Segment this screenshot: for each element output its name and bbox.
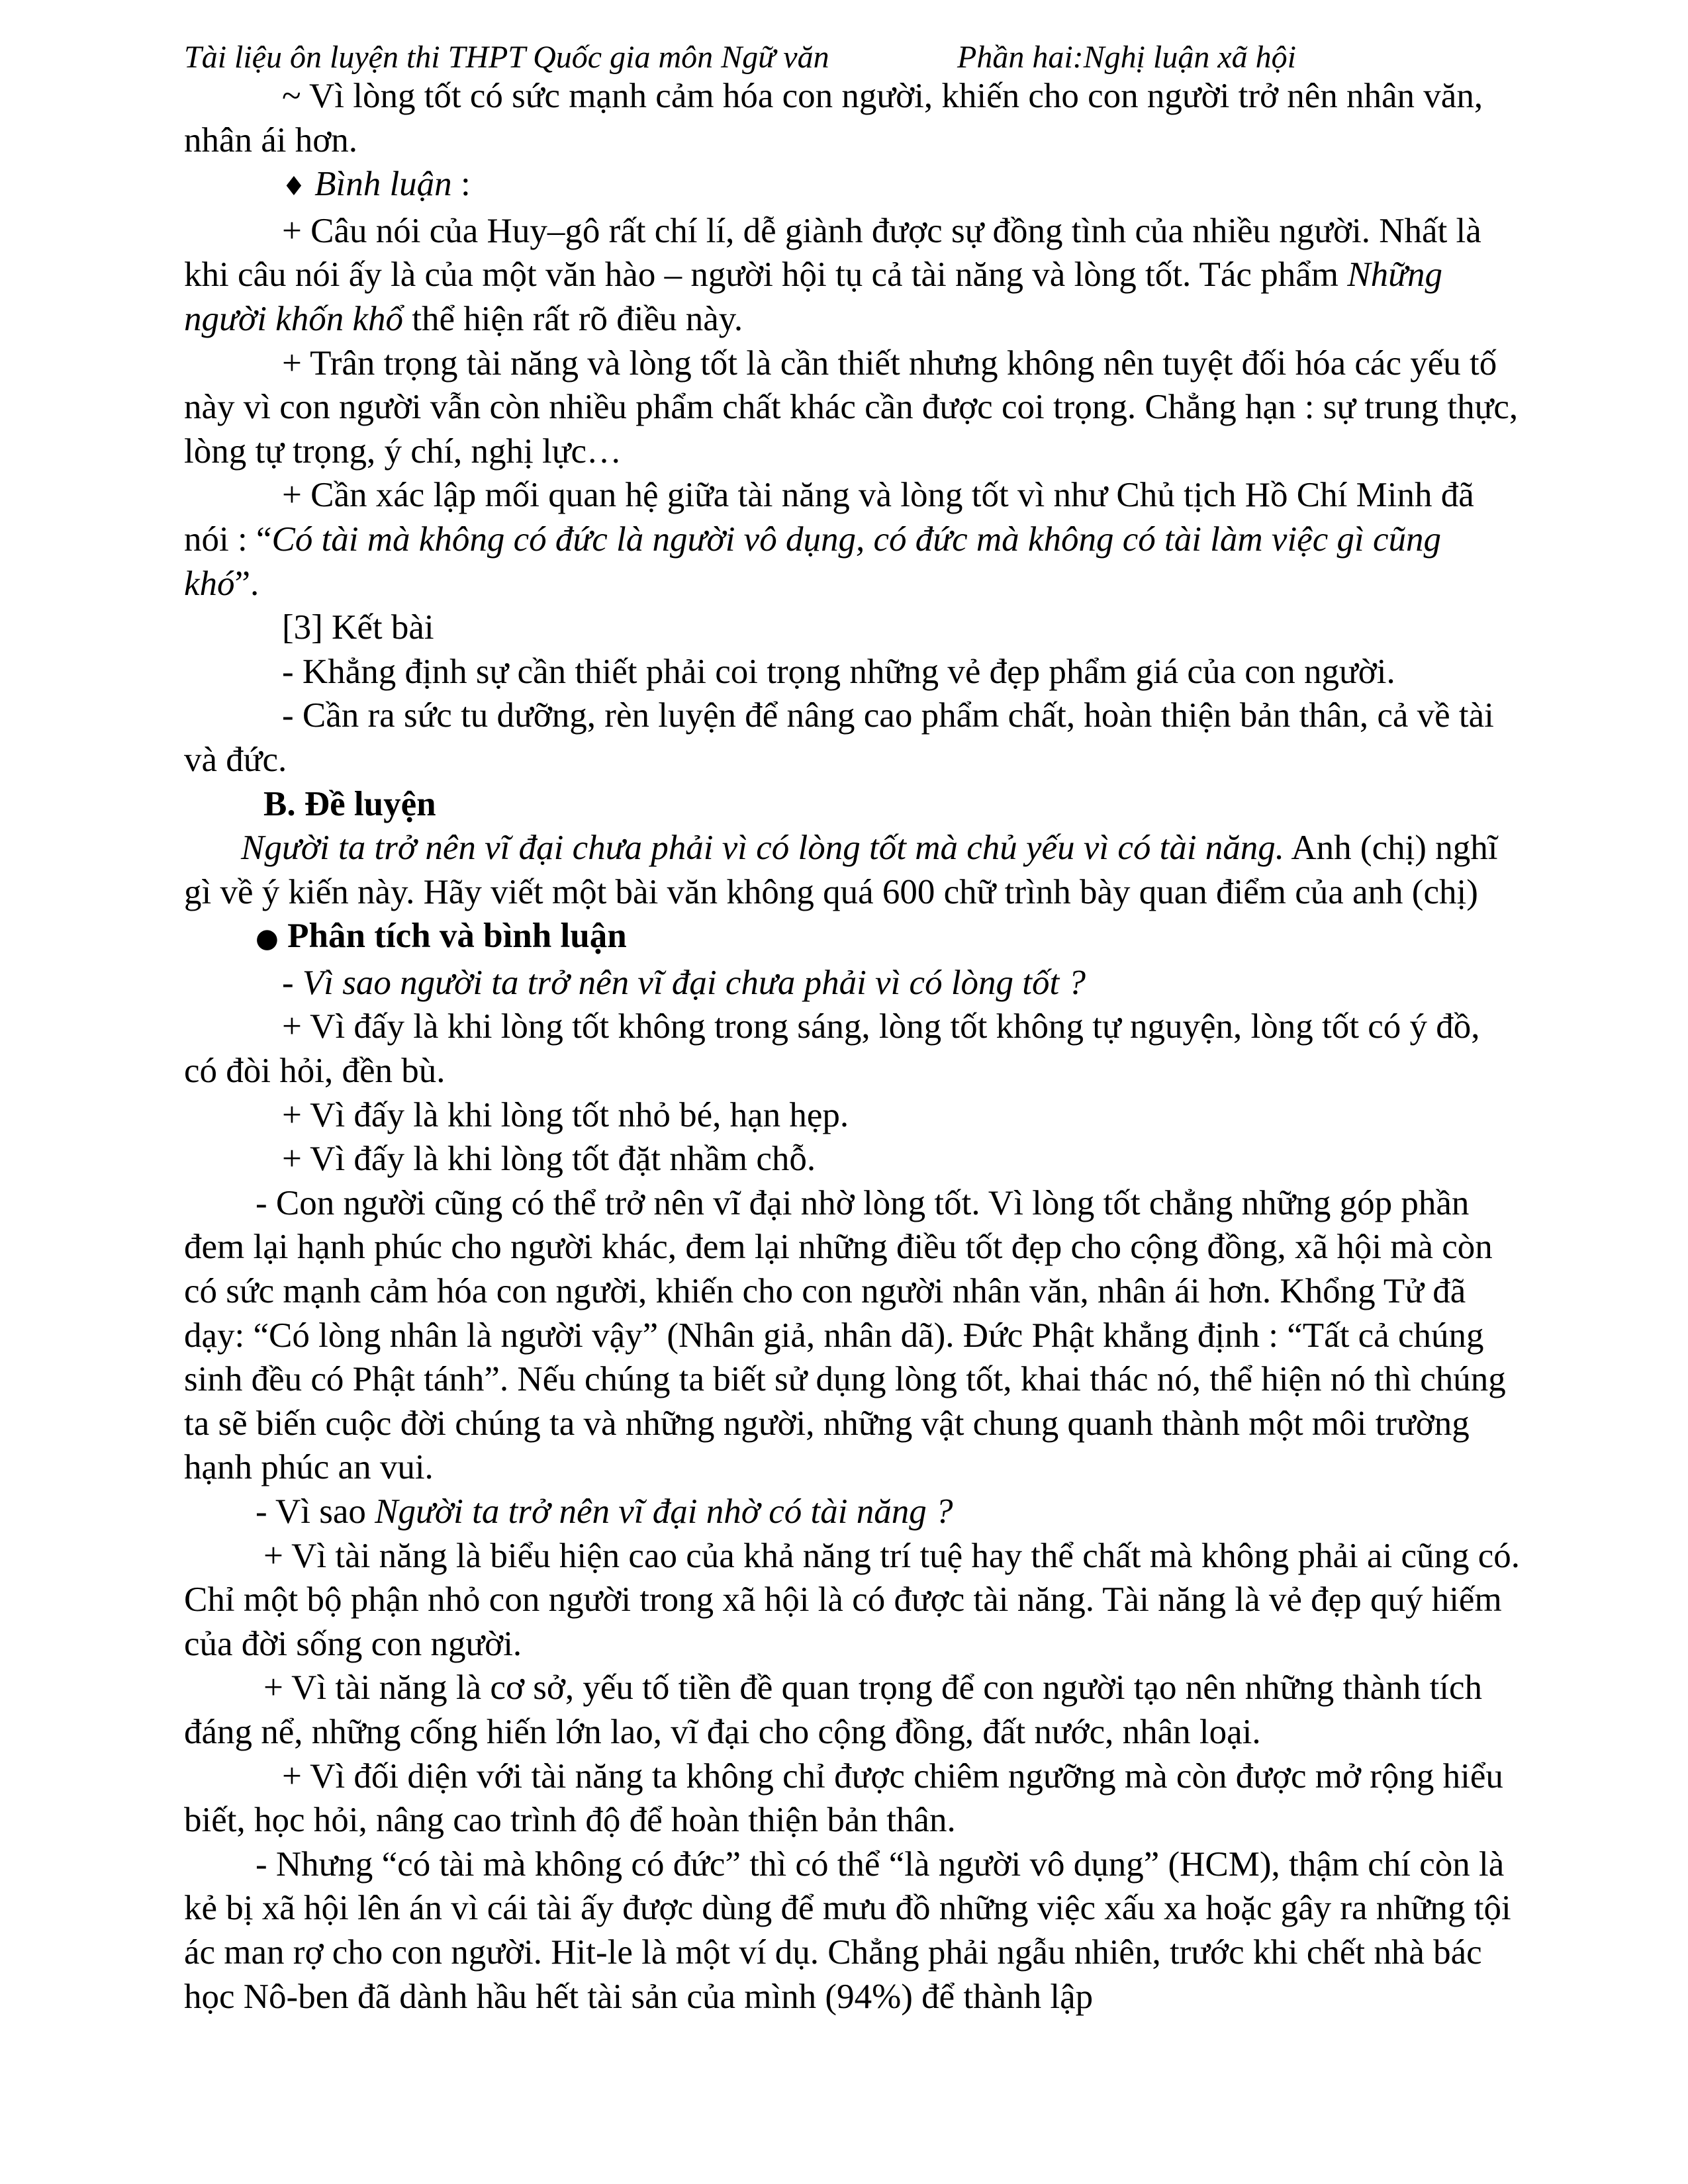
paragraph: + Vì đối diện với tài năng ta không chỉ được chiêm ngưỡng mà còn được mở rộng hiểu biết, học hỏi, nâng cao trình độ để hoàn thiện bản thân. xyxy=(184,1756,1503,1840)
paragraph: - Vì sao Người ta trở nên vĩ đại nhờ có tài năng ? xyxy=(256,1492,953,1531)
header-left: Tài liệu ôn luyện thi THPT Quốc gia môn Ngữ văn xyxy=(184,40,829,75)
paragraph: - Nhưng “có tài mà không có đức” thì có thể “là người vô dụng” (HCM), thậm chí còn là kẻ bị xã hội lên án vì cái tài ấy được dùng để mưu đồ những việc xấu xa hoặc gây ra những tội ác man rợ cho con người. Hit-le là một ví dụ. Chẳng phải ngẫu nhiên, trước khi chết nhà bác học Nô-ben đã dành hầu hết tài sản của mình (94%) để thành lập xyxy=(184,1844,1511,2016)
paragraph: + Vì đấy là khi lòng tốt đặt nhầm chỗ. xyxy=(282,1140,816,1179)
circle-bullet-icon: ● xyxy=(256,923,279,954)
paragraph: + Vì tài năng là cơ sở, yếu tố tiền đề quan trọng để con người tạo nên những thành tích đáng nể, những cống hiến lớn lao, vĩ đại cho cộng đồng, đất nước, nhân loại. xyxy=(184,1668,1483,1751)
subsection-heading: ● Phân tích và bình luận xyxy=(256,917,627,956)
document-body xyxy=(184,74,1521,2019)
paragraph: + Câu nói của Huy–gô rất chí lí, dễ giành được sự đồng tình của nhiều người. Nhất là khi câu nói ấy là của một văn hào – người hội tụ cả tài năng và lòng tốt. Tác phẩm Những người khốn khổ thể hiện rất rõ điều này. xyxy=(184,211,1481,338)
paragraph: - Con người cũng có thể trở nên vĩ đại nhờ lòng tốt. Vì lòng tốt chẳng những góp phần đem lại hạnh phúc cho người khác, đem lại những điều tốt đẹp cho cộng đồng, xã hội mà còn có sức mạnh cảm hóa con người, khiến cho con người nhân văn, nhân ái hơn. Khổng Tử đã dạy: “Có lòng nhân là người vậy” (Nhân giả, nhân dã). Đức Phật khẳng định : “Tất cả chúng sinh đều có Phật tánh”. Nếu chúng ta biết sử dụng lòng tốt, khai thác nó, thể hiện nó thì chúng ta sẽ biến cuộc đời chúng ta và những người, những vật chung quanh thành một môi trường hạnh phúc an vui. xyxy=(184,1183,1506,1487)
quote: Có tài mà không có đức là người vô dụng, có đức mà không có tài làm việc gì cũng khó xyxy=(184,520,1441,603)
commentary-heading: ♦ Bình luận : xyxy=(282,165,471,204)
paragraph: + Vì tài năng là biểu hiện cao của khả năng trí tuệ hay thể chất mà không phải ai cũng có. Chỉ một bộ phận nhỏ con người trong xã hội là có được tài năng. Tài năng là vẻ đẹp quý hiếm của đời sống con người. xyxy=(184,1536,1521,1663)
prompt-quote: Người ta trở nên vĩ đại chưa phải vì có lòng tốt mà chủ yếu vì có tài năng. xyxy=(241,829,1285,868)
exercise-prompt: Người ta trở nên vĩ đại chưa phải vì có lòng tốt mà chủ yếu vì có tài năng. Anh (chị) nghĩ gì về ý kiến này. Hãy viết một bài văn không quá 600 chữ trình bày quan điểm của anh (chị) xyxy=(184,829,1498,911)
section-title: B. Đề luyện xyxy=(263,784,436,823)
paragraph: - Cần ra sức tu dưỡng, rèn luyện để nâng cao phẩm chất, hoàn thiện bản thân, cả về tài và đức. xyxy=(184,696,1494,779)
paragraph: ~ Vì lòng tốt có sức mạnh cảm hóa con người, khiến cho con người trở nên nhân văn, nhân ái hơn. xyxy=(184,77,1483,159)
commentary-label: Bình luận xyxy=(314,165,452,204)
work-title: Những người khốn khổ xyxy=(184,255,1442,338)
diamond-bullet-icon: ♦ xyxy=(282,171,306,203)
paragraph: + Trân trọng tài năng và lòng tốt là cần thiết nhưng không nên tuyệt đối hóa các yếu tố này vì con người vẫn còn nhiều phẩm chất khác cần được coi trọng. Chẳng hạn : sự trung thực, lòng tự trọng, ý chí, nghị lực… xyxy=(184,343,1519,471)
header-right: Phần hai:Nghị luận xã hội xyxy=(957,40,1296,75)
paragraph: + Vì đấy là khi lòng tốt không trong sáng, lòng tốt không tự nguyện, lòng tốt có ý đồ, có đòi hỏi, đền bù. xyxy=(184,1007,1480,1091)
paragraph: + Vì đấy là khi lòng tốt nhỏ bé, hạn hẹp. xyxy=(282,1095,849,1134)
section-heading: [3] Kết bài xyxy=(282,608,434,647)
paragraph: - Vì sao người ta trở nên vĩ đại chưa phải vì có lòng tốt ? xyxy=(282,963,1086,1002)
paragraph: + Cần xác lập mối quan hệ giữa tài năng và lòng tốt vì như Chủ tịch Hồ Chí Minh đã nói : “Có tài mà không có đức là người vô dụng, có đức mà không có tài làm việc gì cũng khó”. xyxy=(184,476,1474,603)
paragraph: - Khẳng định sự cần thiết phải coi trọng những vẻ đẹp phẩm giá của con người. xyxy=(282,652,1395,691)
